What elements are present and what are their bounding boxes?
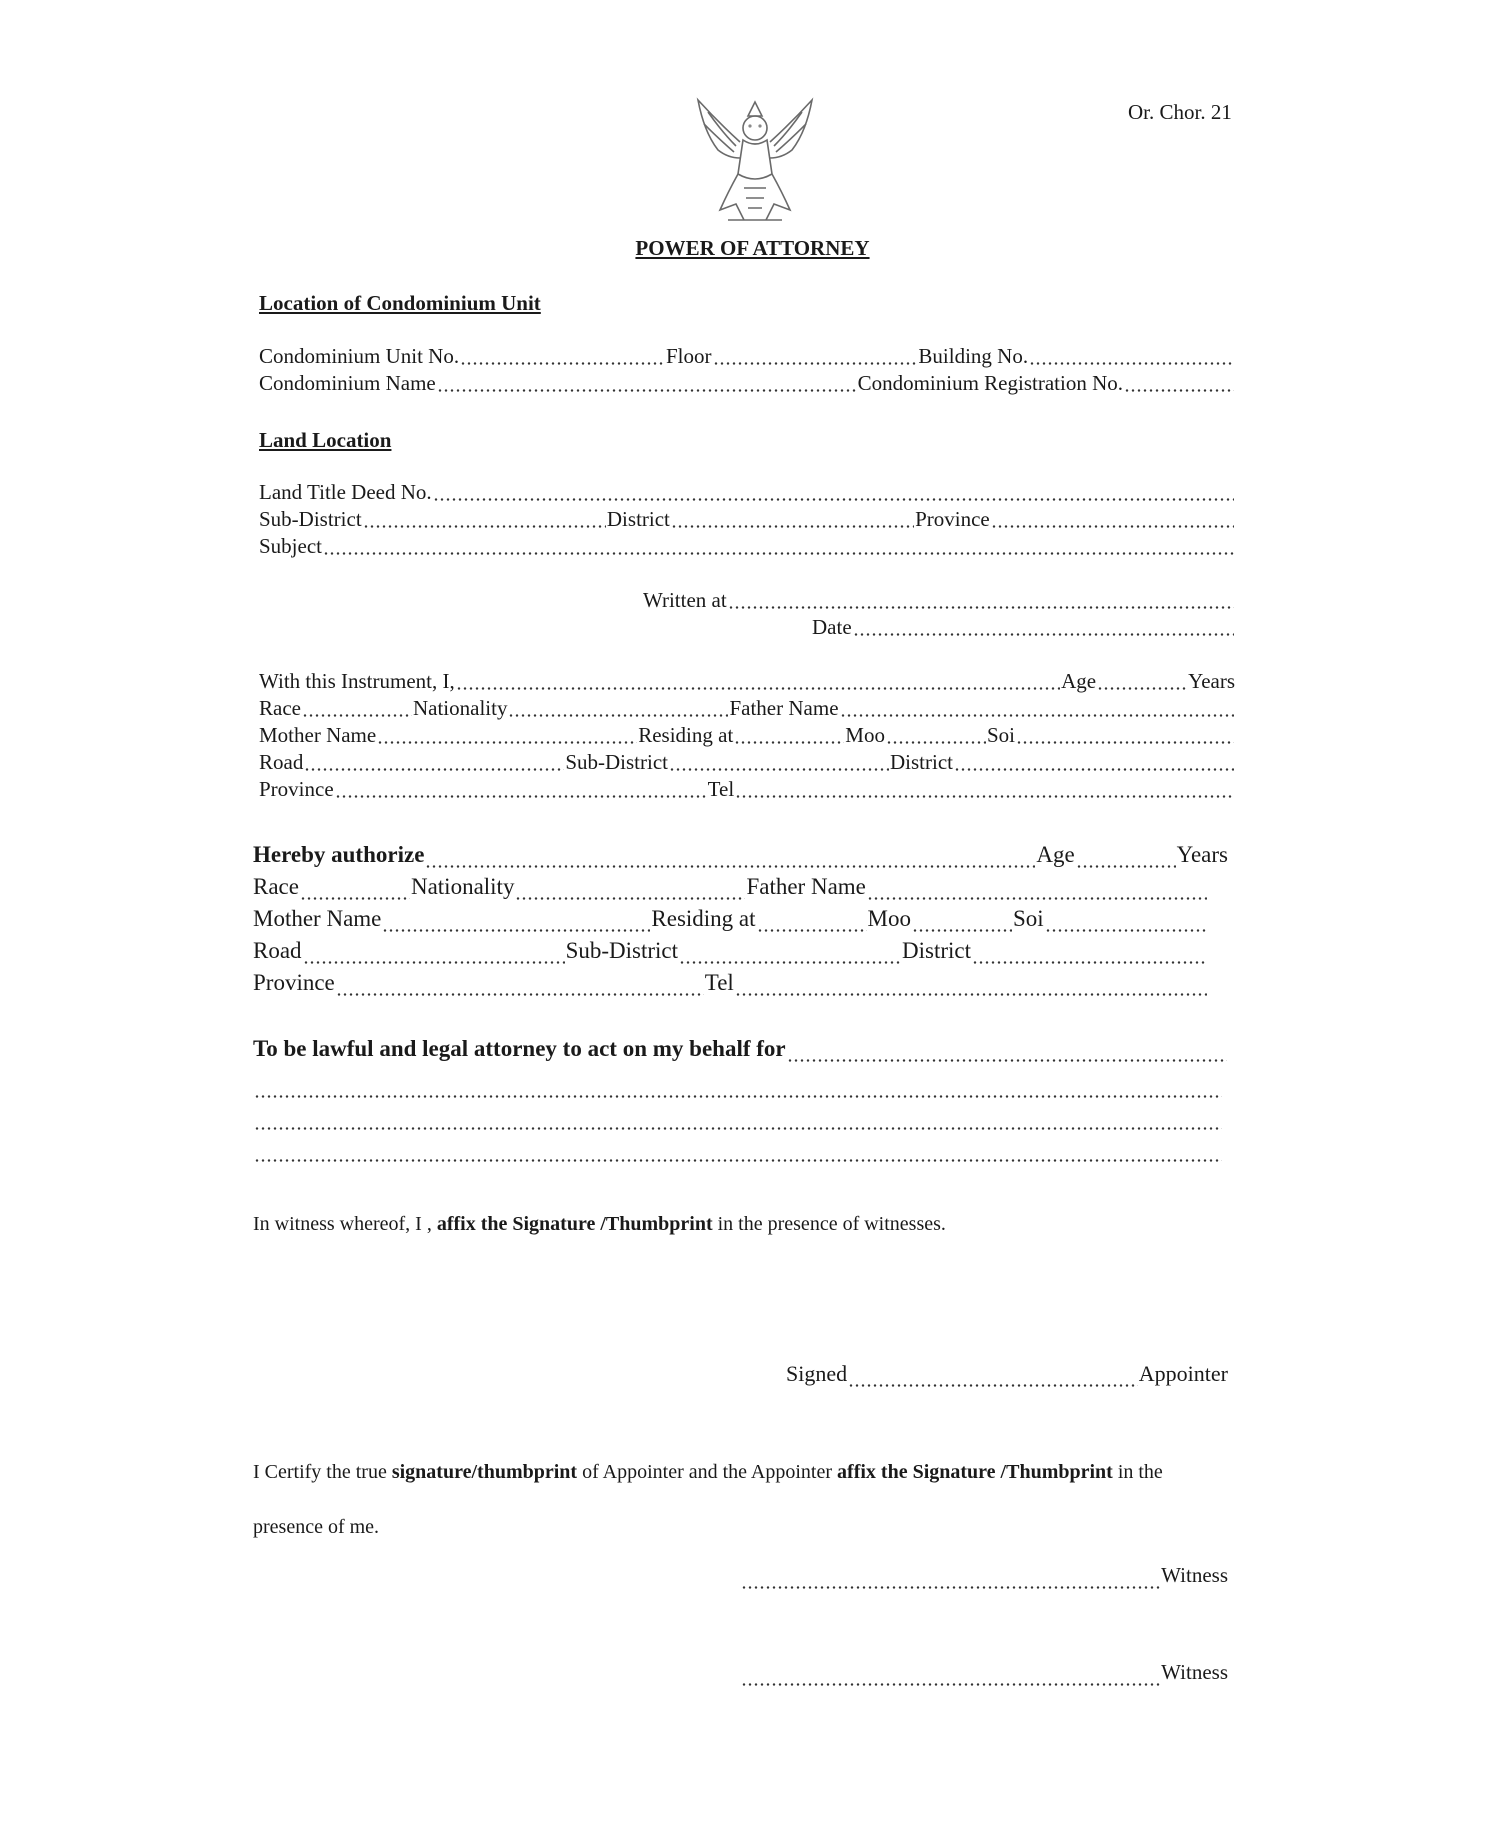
witness-row-2 [740,1660,1228,1692]
appointer-soi-field[interactable] [1016,741,1234,744]
certify-part4: affix the Signature /Thumbprint [837,1461,1113,1483]
unit-no-label: Condominium Unit No. [259,344,460,368]
attorney-father-label: Father Name [746,874,866,899]
certify-part3: of Appointer and the Appointer [582,1461,833,1483]
appointer-row-2 [259,696,1235,723]
appointer-moo-field[interactable] [886,741,986,744]
appointer-mother-label: Mother Name [259,723,377,747]
certify-part2: signature/thumbprint [391,1461,578,1483]
location-heading: Location of Condominium Unit [259,291,541,315]
land-row-1 [259,480,1235,507]
witness-2-signature-field[interactable] [741,1683,1160,1686]
condo-row-2 [259,371,1235,398]
appointer-province-field[interactable] [335,795,707,798]
appointer-race-field[interactable] [302,714,412,717]
appointer-mother-field[interactable] [377,741,637,744]
appointer-nationality-field[interactable] [508,714,728,717]
appointer-father-field[interactable] [840,714,1234,717]
attorney-district-field[interactable] [972,961,1207,964]
certify-line-2: presence of me. [253,1516,380,1538]
attorney-father-field[interactable] [867,897,1207,900]
attorney-row-5 [253,970,1208,1002]
appointer-province-label: Province [259,777,334,801]
appointer-tel-field[interactable] [735,795,1234,798]
attorney-race-field[interactable] [300,897,410,900]
building-no-field[interactable] [1029,362,1234,365]
written-at-field[interactable] [728,606,1234,609]
appointer-age-field[interactable] [1097,687,1187,690]
appointer-road-field[interactable] [304,768,564,771]
form-title: POWER OF ATTORNEY [635,236,870,260]
appointer-father-label: Father Name [729,696,839,720]
attorney-age-field[interactable] [1076,865,1176,868]
attorney-intro-label: Hereby authorize [253,842,425,867]
appointer-sub-district-label: Sub-District [565,750,668,774]
date-label: Date [812,615,852,639]
signed-label: Signed [786,1361,848,1386]
floor-field[interactable] [713,362,918,365]
date-field[interactable] [853,633,1234,636]
appointer-nationality-label: Nationality [412,696,508,720]
signed-row [786,1361,1228,1393]
act-for-field-1[interactable] [787,1059,1227,1062]
floor-label: Floor [666,344,712,368]
land-heading: Land Location [259,428,392,452]
attorney-mother-label: Mother Name [253,906,382,931]
appointer-years-label: Years [1188,669,1235,693]
attorney-moo-field[interactable] [912,929,1012,932]
land-sub-district-field[interactable] [363,525,606,528]
land-row-2 [259,507,1235,534]
act-for-field-2[interactable] [254,1095,1222,1098]
deed-no-label: Land Title Deed No. [259,480,432,504]
witness-stmt-part2: affix the Signature /Thumbprint [436,1213,713,1235]
certify-part5: in the [1117,1461,1163,1483]
witness-1-label: Witness [1161,1563,1228,1587]
attorney-soi-label: Soi [1012,906,1044,931]
appointer-row-1 [259,669,1235,696]
appointer-sub-district-field[interactable] [669,768,889,771]
act-for-field-3[interactable] [254,1127,1222,1130]
witness-stmt-part3: in the presence of witnesses. [717,1213,946,1235]
registration-no-field[interactable] [1124,389,1234,392]
subject-label: Subject [259,534,322,558]
certify-line-1 [253,1461,1163,1484]
appointer-intro-label: With this Instrument, I, [259,669,455,693]
appointer-tel-label: Tel [707,777,735,801]
witness-1-signature-field[interactable] [741,1586,1160,1589]
condo-row-1 [259,344,1235,371]
witness-statement [253,1213,946,1236]
attorney-row-4 [253,938,1208,970]
attorney-years-label: Years [1176,842,1228,867]
appointer-signature-field[interactable] [848,1384,1138,1387]
land-district-field[interactable] [671,525,914,528]
attorney-sub-district-field[interactable] [679,961,901,964]
appointer-label: Appointer [1138,1361,1228,1386]
act-for-label: To be lawful and legal attorney to act on my behalf for [253,1036,786,1061]
attorney-sub-district-label: Sub-District [565,938,679,963]
appointer-road-label: Road [259,750,304,774]
registration-no-label: Condominium Registration No. [857,371,1123,395]
appointer-race-label: Race [259,696,301,720]
appointer-moo-label: Moo [845,723,885,747]
attorney-row-3 [253,906,1208,938]
land-district-label: District [606,507,670,531]
attorney-name-field[interactable] [425,865,1035,868]
appointer-age-label: Age [1061,669,1097,693]
garuda-emblem-icon [688,92,822,230]
attorney-row-2 [253,874,1208,906]
attorney-moo-label: Moo [867,906,911,931]
written-at-row [643,588,1235,615]
act-for-line-3 [253,1104,1223,1136]
appointer-residing-label: Residing at [638,723,734,747]
subject-field[interactable] [323,552,1234,555]
date-row [812,615,1235,642]
appointer-district-label: District [890,750,953,774]
form-code: Or. Chor. 21 [1128,100,1232,124]
appointer-residing-field[interactable] [734,741,844,744]
land-row-3 [259,534,1235,561]
act-for-field-4[interactable] [254,1159,1222,1162]
witness-stmt-part1: In witness whereof, I , [253,1213,432,1235]
attorney-nationality-field[interactable] [515,897,745,900]
land-sub-district-label: Sub-District [259,507,362,531]
written-at-label: Written at [643,588,727,612]
witness-2-label: Witness [1161,1660,1228,1684]
attorney-tel-label: Tel [704,970,734,995]
land-province-field[interactable] [991,525,1234,528]
attorney-soi-field[interactable] [1045,929,1207,932]
attorney-race-label: Race [253,874,299,899]
act-for-row [253,1036,1228,1068]
attorney-tel-field[interactable] [735,993,1207,996]
land-province-label: Province [915,507,990,531]
certify-part1: I Certify the true [253,1461,387,1483]
appointer-soi-label: Soi [986,723,1015,747]
attorney-road-field[interactable] [303,961,565,964]
attorney-province-field[interactable] [336,993,704,996]
attorney-row-1 [253,842,1228,874]
building-no-label: Building No. [918,344,1029,368]
condo-name-label: Condominium Name [259,371,436,395]
attorney-nationality-label: Nationality [410,874,515,899]
attorney-province-label: Province [253,970,335,995]
attorney-mother-field[interactable] [382,929,650,932]
attorney-road-label: Road [253,938,302,963]
attorney-age-label: Age [1036,842,1075,867]
attorney-residing-label: Residing at [651,906,756,931]
act-for-line-4 [253,1136,1223,1168]
condo-name-field[interactable] [437,389,857,392]
appointer-row-3 [259,723,1235,750]
act-for-line-2 [253,1072,1223,1104]
appointer-district-field[interactable] [954,768,1234,771]
appointer-row-5 [259,777,1235,804]
attorney-residing-field[interactable] [757,929,867,932]
witness-row-1 [740,1563,1228,1595]
deed-no-field[interactable] [433,498,1234,501]
appointer-name-field[interactable] [456,687,1060,690]
appointer-row-4 [259,750,1235,777]
attorney-district-label: District [902,938,972,963]
unit-no-field[interactable] [460,362,665,365]
